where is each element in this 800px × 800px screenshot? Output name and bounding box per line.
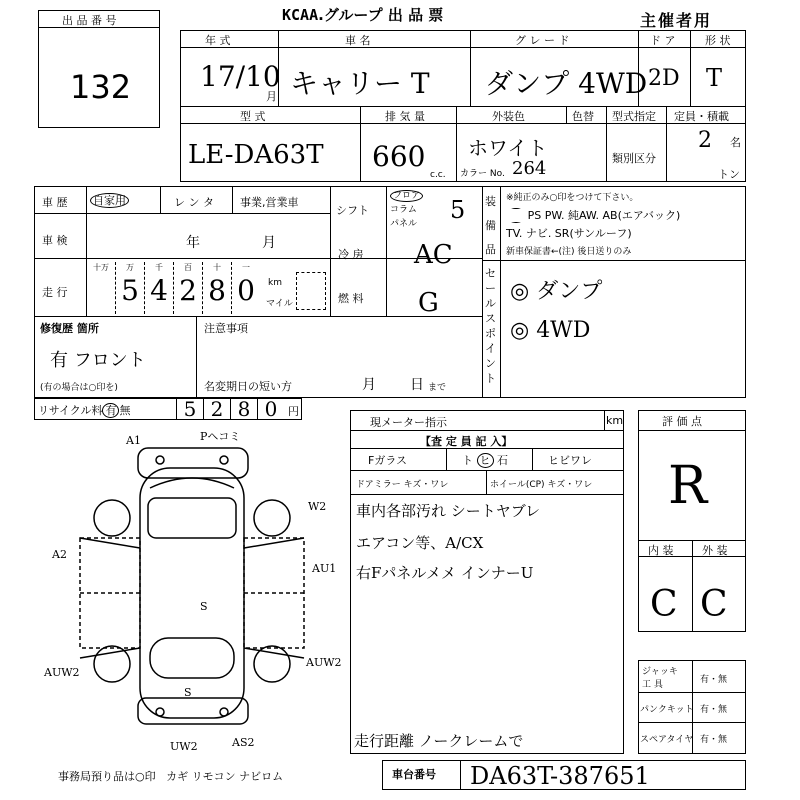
grade-label: グ レ ー ド (515, 34, 570, 47)
title-text: .グループ 出 品 票 (318, 6, 444, 24)
ac-value: AC (414, 240, 453, 270)
month-suffix: 月 (266, 90, 277, 103)
repair-value: 有 フロント (50, 350, 146, 371)
shift-option-floor[interactable]: フロア (390, 188, 423, 201)
displacement-label: 排 気 量 (385, 110, 425, 123)
mileage-miles: マイル (266, 299, 293, 309)
fuel-label: 燃 料 (338, 292, 364, 305)
mileage-digit-cell (173, 262, 202, 314)
mark-as2: AS2 (232, 736, 255, 749)
shape-value: T (706, 64, 723, 92)
expiry-day: 日 (410, 377, 424, 393)
mileage-digit: 5 (121, 274, 139, 307)
sales-point-2: ◎ 4WD (510, 318, 591, 343)
grade-value: ダンプ 4WD (485, 67, 648, 100)
model-label: 型 式 (240, 110, 266, 123)
fuel-value: G (418, 288, 439, 318)
cc-unit: c.c. (430, 170, 446, 180)
mileage-unit-label: 十 (213, 263, 221, 272)
shift-value: 5 (450, 196, 466, 224)
mileage-unit-label: 万 (126, 263, 134, 272)
capacity-unit: 名 (730, 136, 741, 149)
mileage-digit-cell (144, 262, 173, 314)
color-label: 外装色 (492, 110, 525, 123)
mileage-digit-cell (202, 262, 231, 314)
recycle-digit: 0 (257, 398, 284, 420)
year-label: 年 式 (205, 34, 231, 47)
color-value: ホワイト (468, 136, 548, 160)
evaluation-label: 評 価 点 (662, 415, 702, 428)
designation-label: 型式指定 (612, 110, 656, 123)
recycle-label: リサイクル料 有 無 (38, 404, 131, 417)
mark-auw2-left: AUW2 (44, 666, 80, 679)
mark-auw2-right: AUW2 (306, 656, 342, 669)
chassis-number: DA63T-387651 (470, 762, 650, 790)
brand-logo: KCAA (282, 6, 319, 24)
displacement-value: 660 (372, 140, 426, 173)
car-damage-diagram (30, 428, 350, 768)
glass-crack: ヒビワレ (548, 454, 592, 467)
puncture-label: パンクキット (640, 705, 694, 715)
inspector-note-1: 車内各部汚れ シートヤブレ (356, 502, 541, 520)
exterior-score: C (700, 584, 728, 625)
inspector-note-3: 右Fパネルメメ インナーU (356, 564, 534, 582)
mileage-unit-label: 十万 (93, 263, 109, 272)
color-no-value: 264 (512, 158, 547, 179)
inspection-label: 車 検 (42, 234, 68, 247)
capacity-label: 定員・積載 (674, 110, 729, 123)
mirror-label: ドアミラー キズ・ワレ (356, 480, 449, 490)
recycle-unit: 円 (288, 405, 299, 418)
equipment-line1: PS PW. 純AW. AB(エアバック) (506, 207, 680, 223)
sales-point-1: ◎ ダンプ (510, 279, 603, 304)
expiry-until: まで (428, 383, 447, 393)
mileage-digit-cell (115, 262, 144, 314)
meter-label: 現メーター指示 (370, 416, 447, 429)
history-label: 車 歴 (42, 196, 68, 209)
mileage-km: km (268, 278, 282, 288)
mileage-digit: 0 (237, 274, 255, 307)
equipment-line3: 新車保証書←(注) 後日送りのみ (506, 247, 632, 257)
mark-s-roof: S (200, 600, 208, 613)
keys-label: 事務局預り品は○印 カギ リモコン ナビロム (58, 770, 284, 783)
jack-value[interactable]: 有・無 (700, 675, 728, 685)
expiry-month: 月 (362, 377, 376, 393)
recycle-no[interactable]: 無 (119, 404, 131, 417)
car-name-value: キャリー T (290, 67, 430, 100)
model-value: LE-DA63T (188, 140, 324, 170)
mileage-digit: 4 (150, 274, 168, 307)
shape-label: 形 状 (705, 34, 731, 47)
color-no-label: カラー No. (460, 169, 505, 179)
capacity-value: 2 (698, 128, 712, 153)
inspection-month: 月 (262, 235, 276, 251)
history-option-business[interactable]: 事業,営業車 (240, 196, 299, 209)
load-unit: トン (718, 168, 740, 181)
shift-option-panel[interactable]: パネル (390, 219, 418, 229)
inspector-note-4: 走行距離 ノークレームで (354, 732, 524, 750)
mark-p-dent: Pヘコミ (200, 430, 241, 443)
evaluation-score: R (668, 456, 708, 516)
recycle-yes[interactable]: 有 (102, 403, 119, 418)
recycle-digit: 2 (203, 398, 230, 420)
car-name-label: 車 名 (345, 34, 371, 47)
mileage-digit-cell (231, 262, 260, 314)
mileage-label: 走 行 (42, 286, 68, 299)
equipment-note: ※純正のみ○印をつけて下さい。 (506, 193, 639, 203)
mileage-digit: 8 (208, 274, 226, 307)
ac-label: 冷 房 (338, 248, 364, 261)
form-title (282, 4, 443, 25)
mark-au1: AU1 (312, 562, 337, 575)
inspector-label: 【査 定 員 記 入】 (420, 435, 513, 448)
spare-value[interactable]: 有・無 (700, 735, 728, 745)
lot-number-label: 出 品 番 号 (62, 14, 117, 27)
mileage-unit-label: 一 (242, 263, 250, 272)
wheel-label: ホイール(CP) キズ・ワレ (490, 480, 593, 490)
interior-score: C (650, 584, 678, 625)
mileage-unit-label: 千 (155, 263, 163, 272)
color-change-label: 色替 (572, 110, 594, 123)
glass-label: Fガラス (368, 454, 407, 467)
mark-a1: A1 (126, 434, 141, 447)
mileage-digit: 2 (179, 274, 197, 307)
chassis-label: 車台番号 (392, 768, 436, 781)
shift-option-column[interactable]: コラム (390, 205, 417, 215)
doors-label: ド ア (650, 34, 676, 47)
short-expiry-label: 名変期日の短い方 (204, 380, 292, 393)
interior-label: 内 装 (648, 544, 674, 557)
recycle-digit: 8 (230, 398, 257, 420)
copy-label: 主催者用 (640, 11, 713, 30)
mileage-unit-label: 百 (184, 263, 192, 272)
puncture-value[interactable]: 有・無 (700, 705, 728, 715)
recycle-digit: 5 (176, 398, 203, 420)
sales-point-label: セールスポイント (485, 267, 496, 385)
history-option-private[interactable]: 自家用 (90, 192, 129, 208)
jack-label: ジャッキ 工 具 (642, 667, 678, 690)
equipment-line2: TV. ナビ. SR(サンルーフ) (506, 227, 632, 240)
mark-u2: UW2 (170, 740, 198, 753)
repair-label: 修復歴 箇所 (40, 322, 99, 335)
inspection-year: 年 (186, 235, 200, 251)
repair-note: (有の場合は○印を) (40, 383, 118, 393)
exterior-label: 外 装 (702, 544, 728, 557)
lot-number: 132 (70, 68, 132, 106)
shift-label: シフト (336, 204, 369, 217)
meter-unit: km (606, 414, 624, 427)
mark-w2-right: W2 (308, 500, 327, 513)
history-option-rental[interactable]: レ ン タ (174, 196, 214, 209)
category-label: 類別区分 (612, 152, 656, 165)
inspector-note-2: エアコン等、A/CX (356, 534, 484, 552)
mileage-digit-cell (86, 262, 115, 314)
mark-s-rear: S (184, 686, 192, 699)
glass-options: ト ヒ 石 (462, 454, 508, 467)
notes-label: 注意事項 (204, 322, 248, 335)
doors-value: 2D (648, 66, 680, 91)
mark-a2: A2 (52, 548, 67, 561)
year-value: 17/10 (200, 60, 281, 93)
spare-label: スペアタイヤ (640, 735, 694, 745)
equipment-side-label: 装 備 品 (485, 195, 496, 256)
